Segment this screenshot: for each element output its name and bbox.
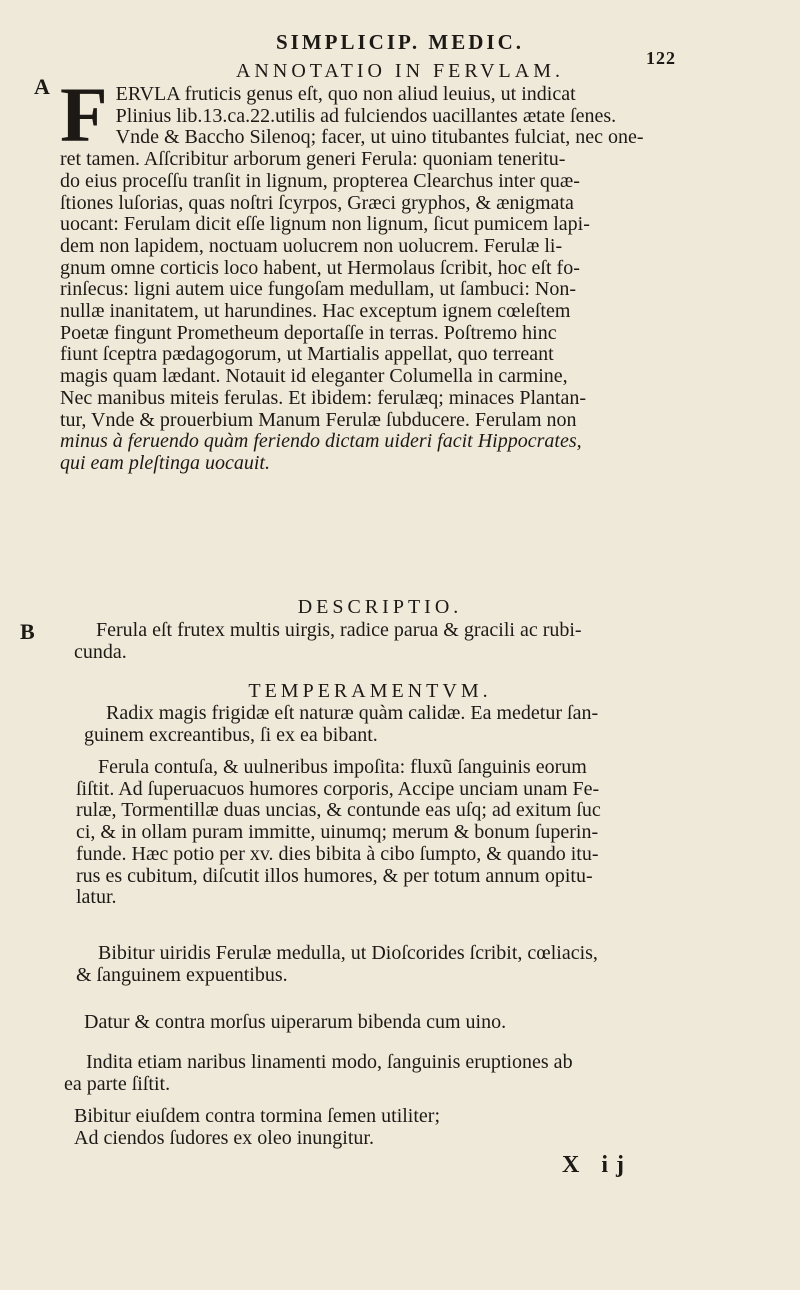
text-line: tur, Vnde & prouerbium Manum Ferulæ ſubducere. Ferulam non xyxy=(60,408,577,431)
text-line: ERVLA fruticis genus eſt, quo non aliud leuius, ut indicat xyxy=(115,83,576,105)
text-line: do eius proceſſu tranſit in lignum, propterea Clearchus inter quæ- xyxy=(60,169,580,192)
bibitur-paragraph xyxy=(76,943,731,986)
text-line: Bibitur eiuſdem contra tormina ſemen utiliter; xyxy=(74,1105,441,1127)
text-line: fiunt ſceptra pædagogorum, ut Martialis appellat, quo terreant xyxy=(60,343,554,366)
running-title: SIMPLICIP. MEDIC. xyxy=(276,30,524,54)
text-line: qui eam pleſtinga uocauit. xyxy=(60,451,270,474)
contusa-paragraph xyxy=(76,757,731,909)
text-line: magis quam lædant. Notauit id eleganter Columella in carmine, xyxy=(60,365,568,388)
text-line: rus es cubitum, diſcutit illos humores, & per totum annum opitu- xyxy=(76,864,593,887)
datur-paragraph xyxy=(84,1012,739,1034)
text-line: minus à feruendo quàm feriendo dictam uideri facit Hippocrates, xyxy=(60,430,582,453)
text-line: Radix magis frigidæ eſt naturæ quàm calidæ. Ea medetur ſan- xyxy=(106,702,599,724)
drop-capital: F xyxy=(60,71,108,158)
text-line: gnum omne corticis loco habent, ut Hermolaus ſcribit, hoc eſt fo- xyxy=(60,256,580,279)
descriptio-paragraph xyxy=(74,620,729,663)
text-line: rulæ, Tormentillæ duas uncias, & contunde eas uſq; ad exitum ſuc xyxy=(76,799,601,822)
radix-paragraph xyxy=(84,703,739,746)
semen-paragraph xyxy=(74,1106,729,1149)
text-line: Nec manibus miteis ferulas. Et ibidem: ferulæq; minaces Plantan- xyxy=(60,386,586,409)
text-line: uocant: Ferulam dicit eſſe lignum non lignum, ſicut pumicem lapi- xyxy=(60,213,590,236)
text-line: Vnde & Baccho Silenoq; facer, ut uino titubantes fulciat, nec one- xyxy=(115,126,644,149)
text-line: ſiſtit. Ad ſuperuacuos humores corporis, Accipe unciam unam Fe- xyxy=(76,777,600,800)
text-line: ea parte ſiſtit. xyxy=(64,1072,171,1095)
margin-letter-b: B xyxy=(20,619,35,644)
text-line: guinem excreantibus, ſi ex ea bibant. xyxy=(84,723,378,746)
text-line: rinſecus: ligni autem uice fungoſam medullam, ut ſambuci: Non- xyxy=(60,278,576,301)
text-line: Ferula eſt frutex multis uirgis, radice parua & gracili ac rubi- xyxy=(96,619,582,641)
text-line: ci, & in ollam puram immitte, uinumq; merum & bonum ſuperin- xyxy=(76,821,599,844)
descriptio-heading: DESCRIPTIO. xyxy=(297,596,463,618)
text-line: cunda. xyxy=(74,640,127,663)
signature-mark: X ij xyxy=(562,1152,632,1178)
temperamentum-heading: TEMPERAMENTVM. xyxy=(248,680,492,702)
text-line: ſtiones luſorias, quas noſtri ſcyrpos, Græci gryphos, & ænigmata xyxy=(60,191,574,214)
text-line: Indita etiam naribus linamenti modo, ſanguinis eruptiones ab xyxy=(86,1051,573,1073)
text-line: ret tamen. Aſſcribitur arborum generi Ferula: quoniam teneritu- xyxy=(60,148,566,171)
text-line: Bibitur uiridis Ferulæ medulla, ut Dioſcorides ſcribit, cœliacis, xyxy=(98,942,598,964)
text-line: latur. xyxy=(76,886,117,909)
text-line: Poetæ fingunt Prometheum deportaſſe in terras. Poſtremo hinc xyxy=(60,321,557,344)
text-line: Ad ciendos ſudores ex oleo inungitur. xyxy=(74,1126,374,1149)
text-line: funde. Hæc potio per xv. dies bibita à cibo ſumpto, & quando itu- xyxy=(76,842,599,865)
margin-letter-a: A xyxy=(34,74,50,99)
text-line: & ſanguinem expuentibus. xyxy=(76,963,288,986)
text-line: Datur & contra morſus uiperarum bibenda cum uino. xyxy=(84,1011,507,1033)
text-line: Ferula contuſa, & uulneribus impoſita: fluxũ ſanguinis eorum xyxy=(98,756,587,778)
folio-number: 122 xyxy=(646,48,676,68)
annotatio-heading: ANNOTATIO IN FERVLAM. xyxy=(235,60,564,82)
text-line: dem non lapidem, noctuam uolucrem non uolucrem. Ferulæ li- xyxy=(60,234,563,257)
text-line: Plinius lib.13.ca.22.utilis ad fulciendos uacillantes ætate ſenes. xyxy=(115,104,617,127)
text-line: nullæ inanitatem, ut harundines. Hac exceptum ignem cœleſtem xyxy=(60,300,571,323)
indita-paragraph xyxy=(64,1052,719,1095)
